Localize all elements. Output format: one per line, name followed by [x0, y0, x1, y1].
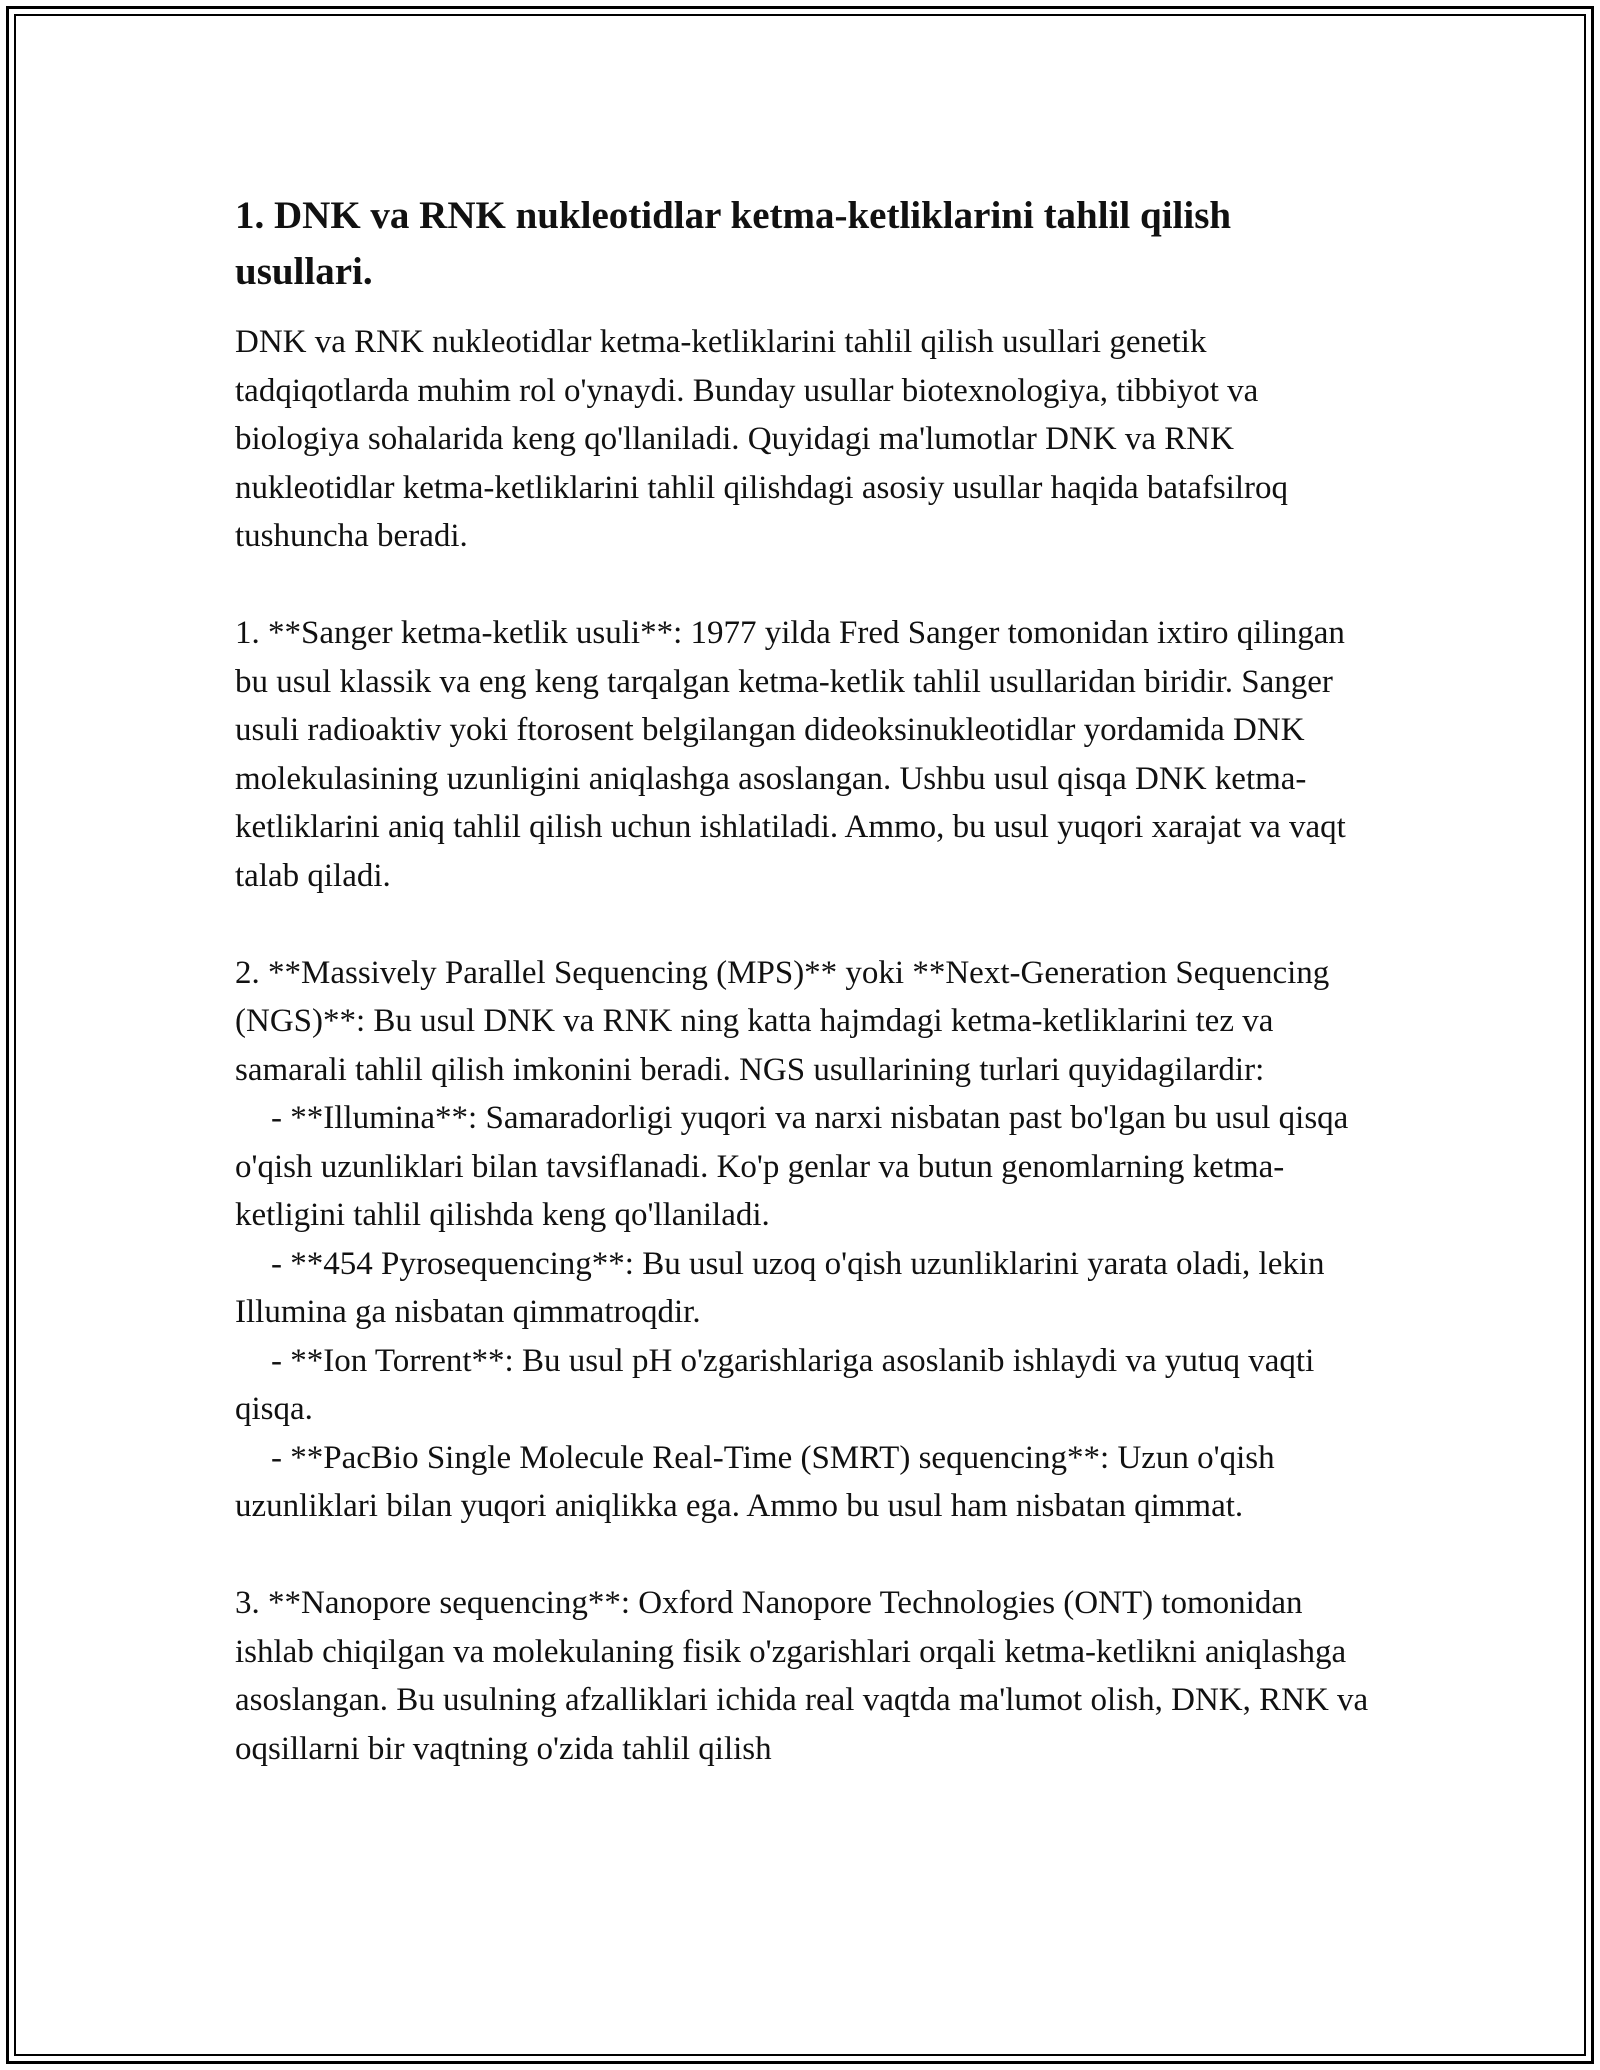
section-ngs-intro: 2. **Massively Parallel Sequencing (MPS)** yoki **Next-Generation Sequencing (NGS)**: Bu usul DNK va RNK ning katta hajmdagi ketma-ketliklarini tez va samarali tahlil qilish imkonini beradi. NGS usullarining turlari quyidagilardir:	[235, 954, 1330, 1088]
intro-paragraph: DNK va RNK nukleotidlar ketma-ketliklarini tahlil qilish usullari genetik tadqiqotlarda muhim rol o'ynaydi. Bunday usullar biotexnologiya, tibbiyot va biologiya sohalarida keng qo'llaniladi. Quyidagi ma'lumotlar DNK va RNK nukleotidlar ketma-ketliklarini tahlil qilishdagi asosiy usullar haqida batafsilroq tushuncha beradi.	[235, 324, 1289, 554]
bullet-illumina: - **Illumina**: Samaradorligi yuqori va narxi nisbatan past bo'lgan bu usul qisqa o'qish uzunliklari bilan tavsiflanadi. Ko'p genlar va butun genomlarning ketma-ketligini tahlil qilishda keng qo'llaniladi.	[235, 1100, 1349, 1233]
paragraph-spacer	[235, 1531, 1370, 1580]
section-nanopore: 3. **Nanopore sequencing**: Oxford Nanopore Technologies (ONT) tomonidan ishlab chiqilgan va molekulaning fisik o'zgarishlari orqali ketma-ketlikni aniqlashga asoslangan. Bu usulning afzalliklari ichida real vaqtda ma'lumot olish, DNK, RNK va oqsillarni bir vaqtning o'zida tahlil qilish	[235, 1585, 1369, 1767]
paragraph-spacer	[235, 561, 1370, 610]
bullet-454-pyrosequencing: - **454 Pyrosequencing**: Bu usul uzoq o'qish uzunliklarini yarata oladi, lekin Illumina ga nisbatan qimmatroqdir.	[235, 1245, 1325, 1330]
document-body	[235, 188, 1370, 1773]
paragraph-spacer	[235, 900, 1370, 949]
bullet-pacbio: - **PacBio Single Molecule Real-Time (SMRT) sequencing**: Uzun o'qish uzunliklari bilan yuqori aniqlikka ega. Ammo bu usul ham nisbatan qimmat.	[235, 1439, 1275, 1524]
section-sanger: 1. **Sanger ketma-ketlik usuli**: 1977 yilda Fred Sanger tomonidan ixtiro qilingan bu usul klassik va eng keng tarqalgan ketma-ketlik tahlil usullaridan biridir. Sanger usuli radioaktiv yoki ftorosent belgilangan dideoksinukleotidlar yordamida DNK molekulasining uzunligini aniqlashga asoslangan. Ushbu usul qisqa DNK ketma-ketliklarini aniq tahlil qilish uchun ishlatiladi. Ammo, bu usul yuqori xarajat va vaqt talab qiladi.	[235, 615, 1346, 894]
bullet-ion-torrent: - **Ion Torrent**: Bu usul pH o'zgarishlariga asoslanib ishlaydi va yutuq vaqti qisqa.	[235, 1342, 1315, 1427]
document-title: 1. DNK va RNK nukleotidlar ketma-ketliklarini tahlil qilish usullari.	[235, 194, 1232, 293]
